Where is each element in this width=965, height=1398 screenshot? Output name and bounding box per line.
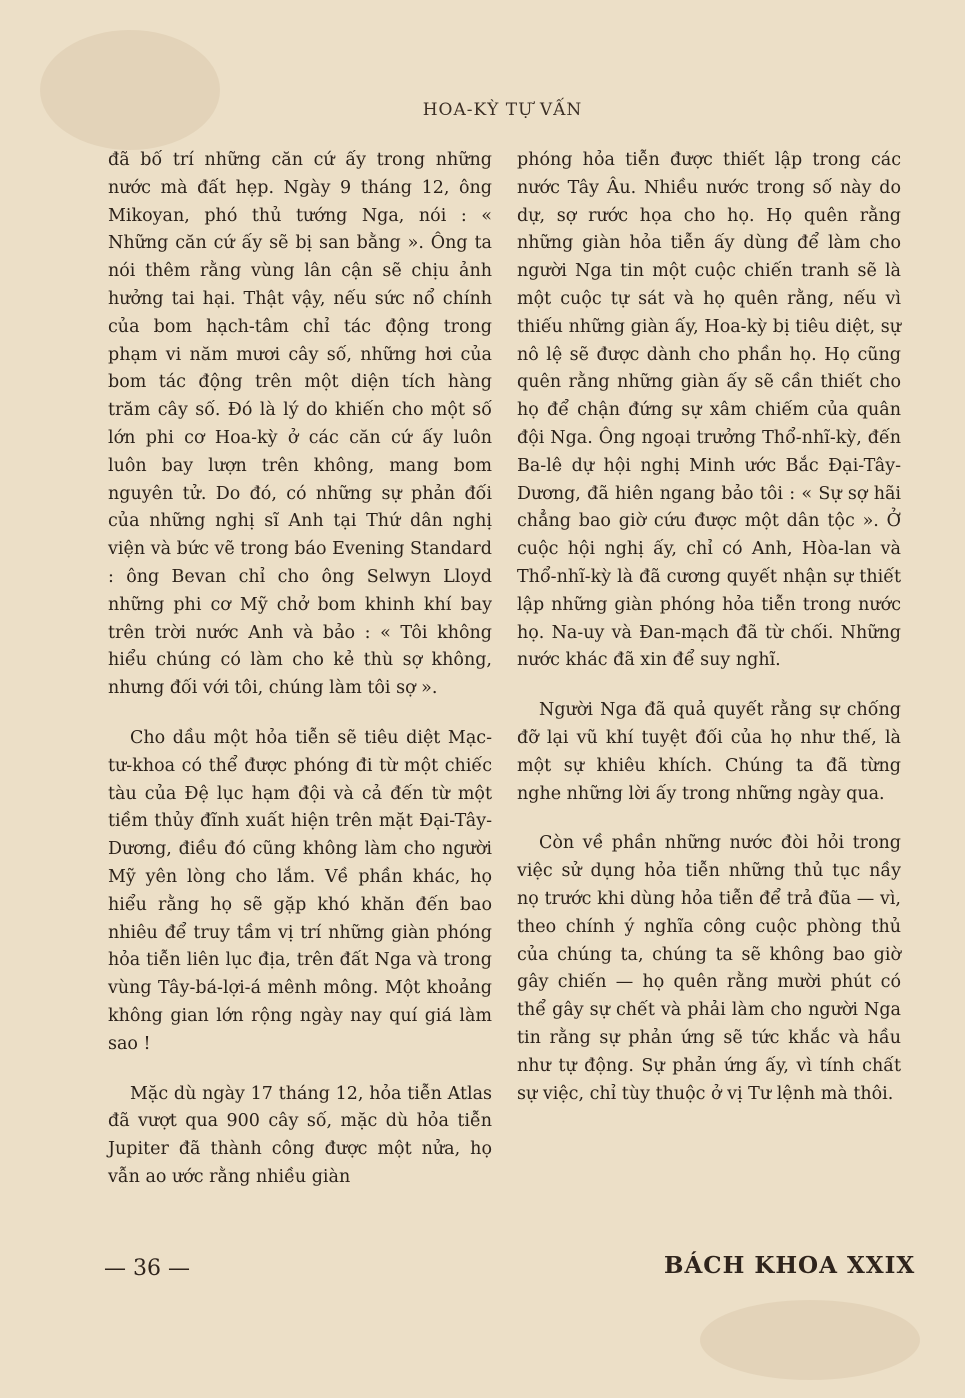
paragraph: Mặc dù ngày 17 tháng 12, hỏa tiễn Atlas đã vượt qua 900 cây số, mặc dù hỏa tiễn Jupiter đã thành công được một nửa, họ vẫn ao ước rằng nhiều giàn: [108, 1083, 492, 1187]
paragraph: đã bố trí những căn cứ ấy trong những nước mà đất hẹp. Ngày 9 tháng 12, ông Mikoyan, phó thủ tướng Nga, nói : « Những căn cứ ấy sẽ bị san bằng ». Ông ta nói thêm rằng vùng lân cận sẽ chịu ảnh hưởng tai hại. Thật vậy, nếu sức nổ chính của bom hạch-tâm chỉ tác động trong phạm vi năm mươi cây số, những hơi của bom tác động trên một diện tích hàng trăm cây số. Đó là lý do khiến cho một số lớn phi cơ Hoa-kỳ ở các căn cứ ấy luôn luôn bay lượn trên không, mang bom nguyên tử. Do đó, có những sự phản đối của những nghị sĩ Anh tại Thứ dân nghị viện và bức vẽ trong báo Evening Standard : ông Bevan chỉ cho ông Selwyn Lloyd những phi cơ Mỹ chở bom khinh khí bay trên trời nước Anh và bảo : « Tôi không hiểu chúng có làm cho kẻ thù sợ không, nhưng đối với tôi, chúng làm tôi sợ ».: [108, 150, 492, 699]
paragraph: phóng hỏa tiễn được thiết lập trong các nước Tây Âu. Nhiều nước trong số này do dự, sợ rước họa cho họ. Họ quên rằng những giàn hỏa tiễn ấy dùng để làm cho người Nga tin một cuộc chiến tranh sẽ là một cuộc tự sát và họ quên rằng, nếu vì thiếu những giàn ấy, Hoa-kỳ bị tiêu diệt, sự nô lệ sẽ được dành cho phần họ. Họ cũng quên rằng những giàn ấy sẽ cần thiết cho họ để chận đứng sự xâm chiếm của quân đội Nga. Ông ngoại trưởng Thổ-nhĩ-kỳ, đến Ba-lê dự hội nghị Minh ước Bắc Đại-Tây-Dương, đã hiên ngang bảo tôi : « Sự sợ hãi chẳng bao giờ cứu được một dân tộc ». Ở cuộc hội nghị ấy, chỉ có Anh, Hòa-lan và Thổ-nhĩ-kỳ là đã cương quyết nhận sự thiết lập những giàn phóng hỏa tiễn trong nước họ. Na-uy và Đan-mạch đã từ chối. Những nước khác đã xin để suy nghĩ.: [517, 150, 901, 671]
paper-stain: [40, 30, 220, 150]
page-number: — 36 —: [104, 1256, 190, 1281]
paragraph: Còn về phần những nước đòi hỏi trong việc sử dụng hỏa tiễn những thủ tục nầy nọ trước khi dùng hỏa tiễn để trả đũa — vì, theo chính ý nghĩa công cuộc phòng thủ của chúng ta, chúng ta sẽ không bao giờ gây chiến — họ quên rằng mười phút có thể gây sự chết và phải làm cho người Nga tin rằng sự phản ứng sẽ tức khắc và hầu như tự động. Sự phản ứng ấy, vì tính chất sự việc, chỉ tùy thuộc ở vị Tư lệnh mà thôi.: [517, 833, 901, 1104]
paragraph: Cho dầu một hỏa tiễn sẽ tiêu diệt Mạc-tư-khoa có thể được phóng đi từ một chiếc tàu của Đệ lục hạm đội và cả đến từ một tiềm thủy đĩnh xuất hiện trên mặt Đại-Tây-Dương, điều đó cũng không làm cho người Mỹ yên lòng cho lắm. Về phần khác, họ hiểu rằng họ sẽ gặp khó khăn đến bao nhiêu để truy tầm vị trí những giàn phóng hỏa tiễn liên lục địa, trên đất Nga và trong vùng Tây-bá-lợi-á mênh mông. Một khoảng không gian lớn rộng ngày nay quí giá làm sao !: [108, 727, 492, 1054]
paragraph: Người Nga đã quả quyết rằng sự chống đỡ lại vũ khí tuyệt đối của họ như thế, là một sự khiêu khích. Chúng ta đã từng nghe những lời ấy trong những ngày qua.: [517, 700, 901, 804]
paper-stain: [700, 1300, 920, 1380]
running-head: HOA-KỲ TỰ VẤN: [422, 100, 583, 120]
left-column: [108, 147, 492, 1214]
right-column: [517, 147, 901, 1130]
publication-title: BÁCH KHOA XXIX: [664, 1252, 916, 1279]
